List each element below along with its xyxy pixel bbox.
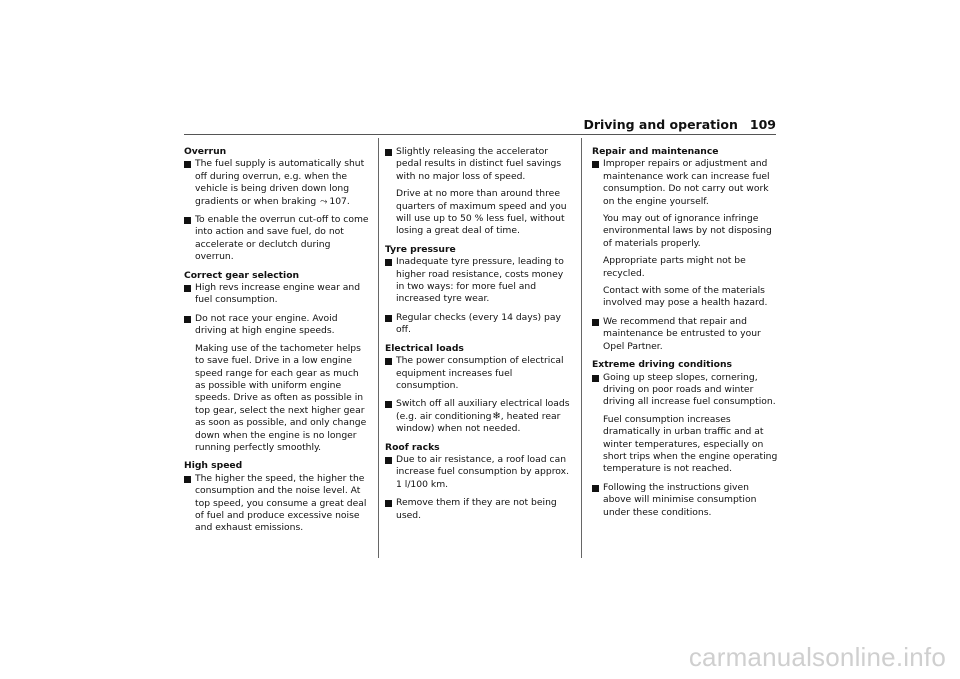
- list-item: [592, 372, 778, 476]
- heading-roof-racks: Roof racks: [385, 441, 440, 453]
- heading-high-speed: High speed: [184, 460, 243, 472]
- list-item: [184, 214, 370, 264]
- column-divider: [378, 138, 379, 558]
- heading-repair-maintenance: Repair and maintenance: [592, 146, 719, 157]
- list-item: [592, 158, 778, 309]
- page-header: [570, 117, 776, 132]
- item-text: The power consumption of electrical equipment increases fuel consumption.: [396, 355, 564, 391]
- list-item: [385, 312, 571, 337]
- item-text: Improper repairs or adjustment and maintenance work can increase fuel consumption. Do not carry out work on the engine yourself.: [603, 158, 770, 207]
- square-bullet-icon: [184, 476, 191, 483]
- square-bullet-icon: [184, 285, 191, 292]
- header-rule: [184, 134, 776, 135]
- item-text: The fuel supply is automatically shut off during overrun, e.g. when the vehicle is being driven down long gradients or when braking: [195, 158, 365, 207]
- column-1: [184, 146, 370, 541]
- item-text: Remove them if they are not being used.: [396, 497, 557, 521]
- square-bullet-icon: [385, 457, 392, 464]
- heading-gear-selection: Correct gear selection: [184, 269, 300, 281]
- item-text: , heated rear window) when not needed.: [396, 410, 561, 435]
- item-paragraph: Making use of the tachometer helps to save fuel. Drive in a low engine speed range for each gear as much as possible with uniform engine speeds. Drive as often as possible in top gear, select the next higher gear as soon as possible, and only change down when the engine is no longer running perfectly smoothly.: [195, 342, 367, 453]
- item-text: Following the instructions given above will minimise consumption under these conditions.: [603, 481, 757, 518]
- list-item: [385, 454, 571, 491]
- list-item: [592, 316, 778, 353]
- square-bullet-icon: [592, 375, 599, 382]
- item-paragraph: Contact with some of the materials involved may pose a health hazard.: [603, 285, 768, 309]
- section-title: Driving and operation: [583, 117, 738, 132]
- square-bullet-icon: [184, 217, 191, 224]
- heading-tyre-pressure: Tyre pressure: [385, 243, 456, 255]
- square-bullet-icon: [592, 161, 599, 168]
- square-bullet-icon: [385, 149, 392, 156]
- square-bullet-icon: [592, 319, 599, 326]
- list-item: [385, 146, 571, 238]
- square-bullet-icon: [385, 500, 392, 507]
- heading-overrun: Overrun: [184, 146, 227, 157]
- list-item: [385, 256, 571, 306]
- list-item: [385, 398, 571, 435]
- square-bullet-icon: [385, 315, 392, 322]
- square-bullet-icon: [385, 401, 392, 408]
- item-text: Going up steep slopes, cornering, driving on poor roads and winter driving all increase fuel consumption.: [603, 371, 776, 408]
- item-text: We recommend that repair and maintenance be entrusted to your Opel Partner.: [603, 315, 761, 352]
- square-bullet-icon: [184, 161, 191, 168]
- item-paragraph: Appropriate parts might not be recycled.: [603, 255, 746, 279]
- item-paragraph: Drive at no more than around three quarters of maximum speed and you will use up to 50 % less fuel, without losing a great deal of time.: [396, 188, 567, 237]
- item-paragraph: You may out of ignorance infringe environmental laws by not disposing of materials properly.: [603, 213, 772, 249]
- item-text: The higher the speed, the higher the consumption and the noise level. At top speed, you consume a great deal of fuel and produce excessive noise and exhaust emissions.: [195, 472, 367, 534]
- list-item: [592, 482, 778, 519]
- item-paragraph: Fuel consumption increases dramatically in urban traffic and at winter temperatures, especially on short trips when the engine operating temperature is not reached.: [603, 413, 778, 475]
- item-text: 1 l/100 km.: [396, 478, 449, 490]
- page-number: 109: [749, 117, 776, 132]
- cross-reference-arrow-icon: ⤳: [320, 196, 328, 207]
- item-text: High revs increase engine wear and fuel consumption.: [195, 282, 361, 306]
- item-text: Switch off all auxiliary electrical loads (e.g. air conditioning: [396, 398, 570, 422]
- square-bullet-icon: [385, 358, 392, 365]
- list-item: [184, 313, 370, 454]
- air-conditioning-snowflake-icon: ❄: [492, 410, 501, 422]
- page-reference-link[interactable]: 107.: [329, 195, 350, 207]
- list-item: [385, 355, 571, 392]
- heading-extreme-conditions: Extreme driving conditions: [592, 359, 732, 371]
- column-3: [592, 146, 778, 525]
- item-text: To enable the overrun cut-off to come into action and save fuel, do not accelerate or declutch during overrun.: [195, 214, 369, 263]
- column-2: [385, 146, 571, 528]
- item-text: Slightly releasing the accelerator pedal results in distinct fuel savings with no major loss of speed.: [396, 146, 562, 182]
- item-text: Due to air resistance, a roof load can increase fuel consumption by approx.: [396, 453, 569, 478]
- square-bullet-icon: [592, 485, 599, 492]
- item-text: Do not race your engine. Avoid driving at high engine speeds.: [195, 312, 338, 337]
- item-text: Regular checks (every 14 days) pay off.: [396, 311, 561, 336]
- list-item: [385, 497, 571, 522]
- item-text: Inadequate tyre pressure, leading to higher road resistance, costs money in two ways: for more fuel and increased tyre wear.: [396, 256, 564, 305]
- column-divider: [581, 138, 582, 558]
- square-bullet-icon: [385, 259, 392, 266]
- heading-electrical-loads: Electrical loads: [385, 342, 464, 354]
- watermark: carmanualsonline.info: [688, 642, 946, 672]
- list-item: [184, 282, 370, 307]
- list-item: [184, 158, 370, 208]
- square-bullet-icon: [184, 316, 191, 323]
- list-item: [184, 473, 370, 535]
